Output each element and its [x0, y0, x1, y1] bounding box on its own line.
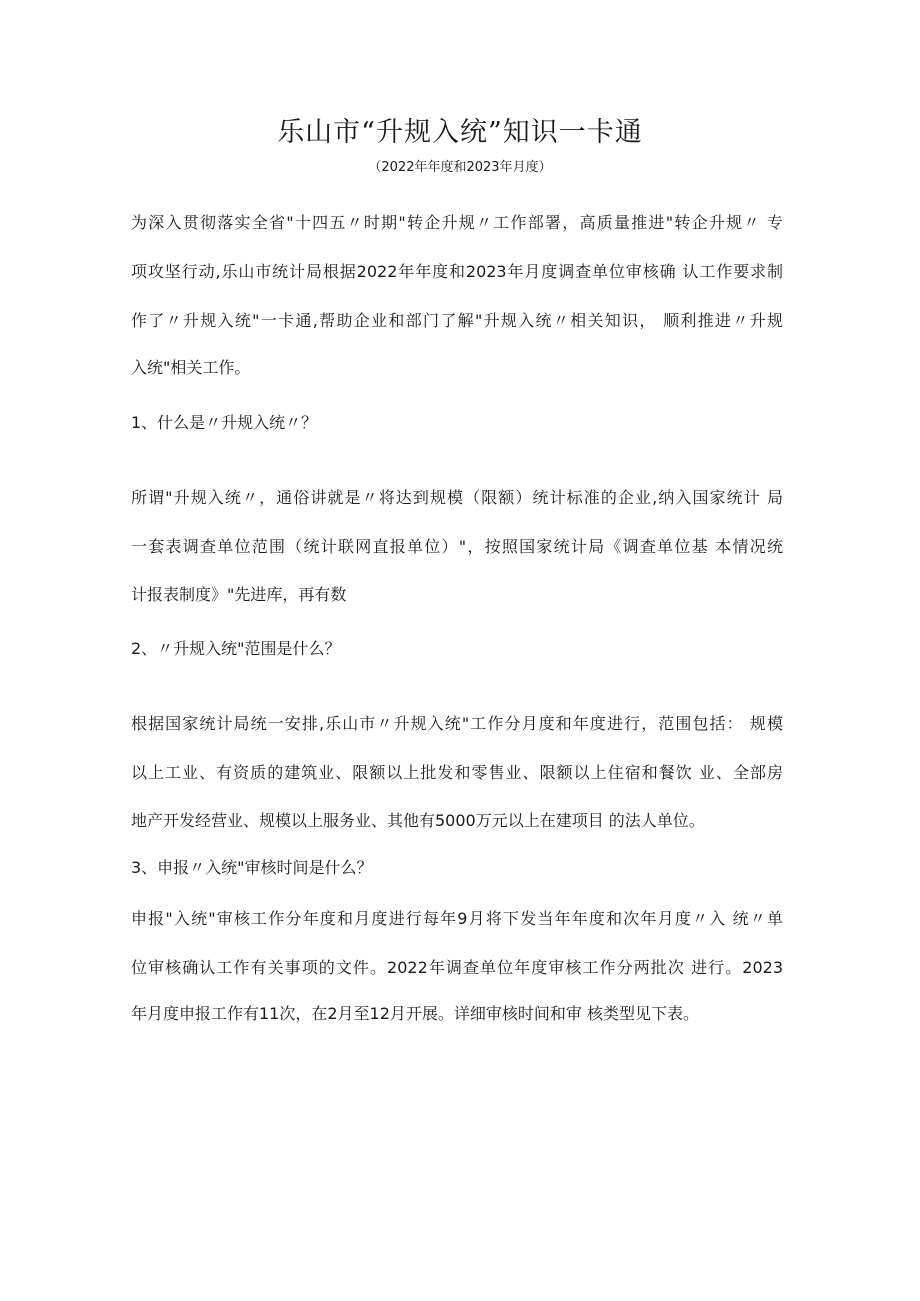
intro-line: 为深入贯彻落实全省"十四五〃时期"转企升规〃工作部署，高质量推进"转企升规〃 专 [131, 213, 783, 232]
section-heading: 1、什么是〃升规入统〃？ [131, 413, 318, 432]
page-title: 乐山市“升规入统”知识一卡通 [277, 117, 643, 148]
section-line: 申报"入统"审核工作分年度和月度进行每年9月将下发当年年度和次年月度〃入 统〃单 [131, 909, 783, 928]
intro-line: 入统"相关工作。 [131, 358, 251, 377]
section-line: 所谓"升规入统〃，通俗讲就是〃将达到规模（限额）统计标准的企业,纳入国家统计 局 [131, 488, 783, 507]
section-heading: 3、申报〃入统"审核时间是什么？ [131, 858, 373, 877]
section-line: 以上工业、有资质的建筑业、限额以上批发和零售业、限额以上住宿和餐饮 业、全部房 [131, 763, 783, 782]
section-line: 地产开发经营业、规模以上服务业、其他有5000万元以上在建项目 的法人单位。 [131, 811, 705, 830]
intro-line: 作了〃升规入统"一卡通,帮助企业和部门了解"升规入统〃相关知识， 顺利推进〃升规 [131, 311, 783, 330]
section-line: 根据国家统计局统一安排,乐山市〃升规入统"工作分月度和年度进行，范围包括： 规模 [131, 714, 783, 733]
section-heading: 2、〃升规入统"范围是什么？ [131, 639, 341, 658]
section-line: 一套表调查单位范围（统计联网直报单位）"，按照国家统计局《调查单位基 本情况统 [131, 537, 783, 556]
page-subtitle: （2022年年度和2023年月度） [368, 160, 552, 175]
intro-line: 项攻坚行动,乐山市统计局根据2022年年度和2023年月度调查单位审核确 认工作要求制 [131, 262, 783, 281]
section-line: 计报表制度》"先进库，再有数 [131, 585, 347, 604]
section-line: 位审核确认工作有关事项的文件。2022年调查单位年度审核工作分两批次 进行。2023 [131, 958, 783, 977]
section-line: 年月度申报工作有11次，在2月至12月开展。详细审核时间和审 核类型见下表。 [131, 1004, 699, 1023]
